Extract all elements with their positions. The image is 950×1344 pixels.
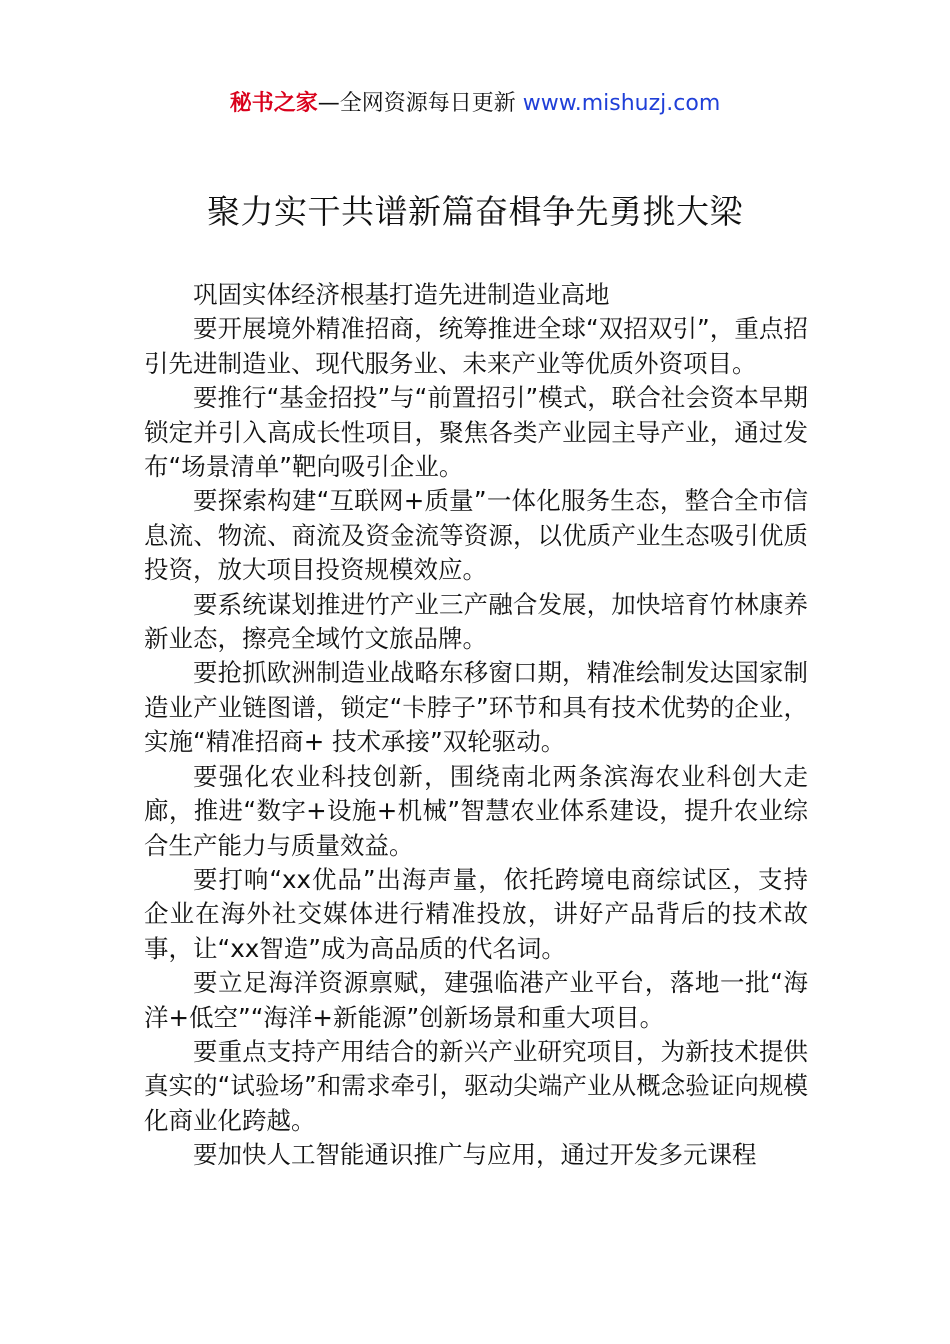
paragraph: 要加快人工智能通识推广与应用，通过开发多元课程 [193,1140,757,1170]
site-header [0,88,950,120]
paragraph: 要系统谋划推进竹产业三产融合发展，加快培育竹林康养新业态，擦亮全域竹文旅品牌。 [144,589,808,654]
paragraph: 要开展境外精准招商，统筹推进全球“双招双引”，重点招引先进制造业、现代服务业、未来产业等优质外资项目。 [144,314,808,378]
document-body [144,278,808,1173]
site-url-link[interactable]: www.mishuzj.com [522,91,721,116]
paragraph: 要抢抓欧洲制造业战略东移窗口期，精准绘制发达国家制造业产业链图谱，锁定“卡脖子”环节和具有技术优势的企业，实施“精准招商+ 技术承接”双轮驱动。 [144,658,808,757]
paragraph: 要立足海洋资源禀赋，建强临港产业平台，落地一批“海洋+低空”“海洋+新能源”创新场景和重大项目。 [144,968,808,1032]
paragraph: 要强化农业科技创新，围绕南北两条滨海农业科创大走廊，推进“数字+设施+机械”智慧农业体系建设，提升农业综合生产能力与质量效益。 [144,761,808,860]
paragraph: 要探索构建“互联网+质量”一体化服务生态，整合全市信息流、物流、商流及资金流等资源，以优质产业生态吸引优质投资，放大项目投资规模效应。 [144,486,808,585]
section-heading: 巩固实体经济根基打造先进制造业高地 [193,280,610,309]
brand-name: 秘书之家 [229,91,318,116]
document-title: 聚力实干共谱新篇奋楫争先勇挑大梁 [207,192,743,231]
header-tagline: —全网资源每日更新 [317,91,516,116]
paragraph: 要推行“基金招投”与“前置招引”模式，联合社会资本早期锁定并引入高成长性项目，聚焦各类产业园主导产业，通过发布“场景清单”靶向吸引企业。 [144,383,808,482]
paragraph: 要重点支持产用结合的新兴产业研究项目，为新技术提供真实的“试验场”和需求牵引，驱动尖端产业从概念验证向规模化商业化跨越。 [144,1036,808,1135]
paragraph: 要打响“xx优品”出海声量，依托跨境电商综试区，支持企业在海外社交媒体进行精准投放，讲好产品背后的技术故事，让“xx智造”成为高品质的代名词。 [144,864,808,963]
